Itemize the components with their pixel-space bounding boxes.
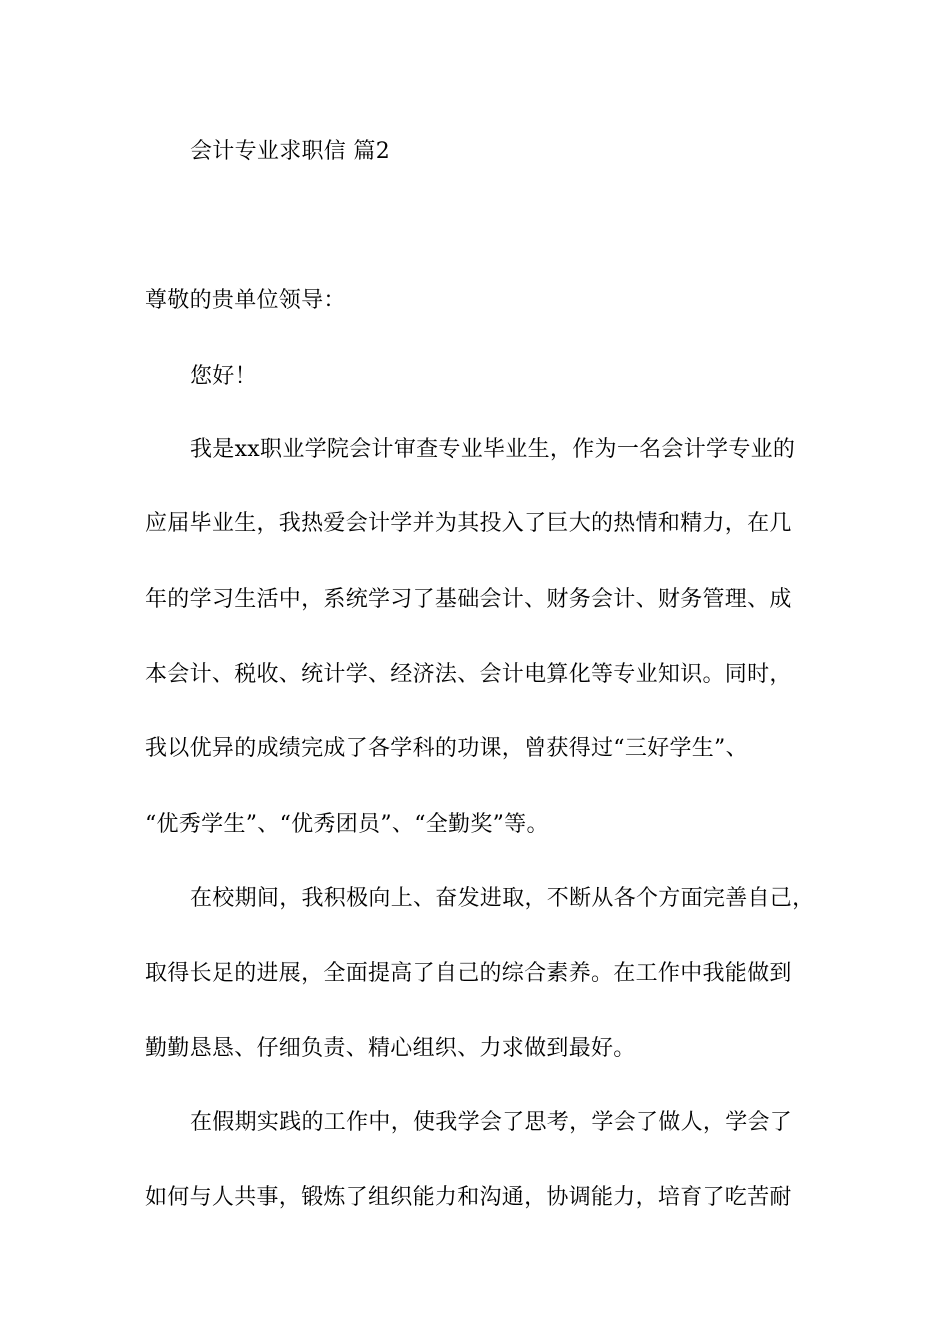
document-title: 会计专业求职信 篇2 — [190, 139, 390, 164]
greeting: 您好！ — [190, 364, 257, 389]
body-line: 勤勤恳恳、仔细负责、精心组织、力求做到最好。 — [145, 1036, 636, 1061]
body-line: 应届毕业生，我热爱会计学并为其投入了巨大的热情和精力，在几 — [145, 511, 792, 536]
body-line: 本会计、税收、统计学、经济法、会计电算化等专业知识。同时， — [145, 662, 792, 687]
body-line: 在假期实践的工作中，使我学会了思考，学会了做人，学会了 — [190, 1110, 793, 1135]
body-line: 我以优异的成绩完成了各学科的功课，曾获得过“三好学生”、 — [145, 736, 748, 761]
body-line: “优秀学生”、“优秀团员”、“全勤奖”等。 — [145, 812, 549, 837]
body-line: 在校期间，我积极向上、奋发进取，不断从各个方面完善自己， — [190, 886, 815, 911]
body-line: 取得长足的进展，全面提高了自己的综合素养。在工作中我能做到 — [145, 961, 792, 986]
body-line: 如何与人共事，锻炼了组织能力和沟通，协调能力，培育了吃苦耐 — [145, 1185, 792, 1210]
salutation: 尊敬的贵单位领导： — [145, 288, 346, 313]
body-line: 年的学习生活中，系统学习了基础会计、财务会计、财务管理、成 — [145, 587, 792, 612]
body-line: 我是xx职业学院会计审查专业毕业生，作为一名会计学专业的 — [190, 437, 796, 462]
